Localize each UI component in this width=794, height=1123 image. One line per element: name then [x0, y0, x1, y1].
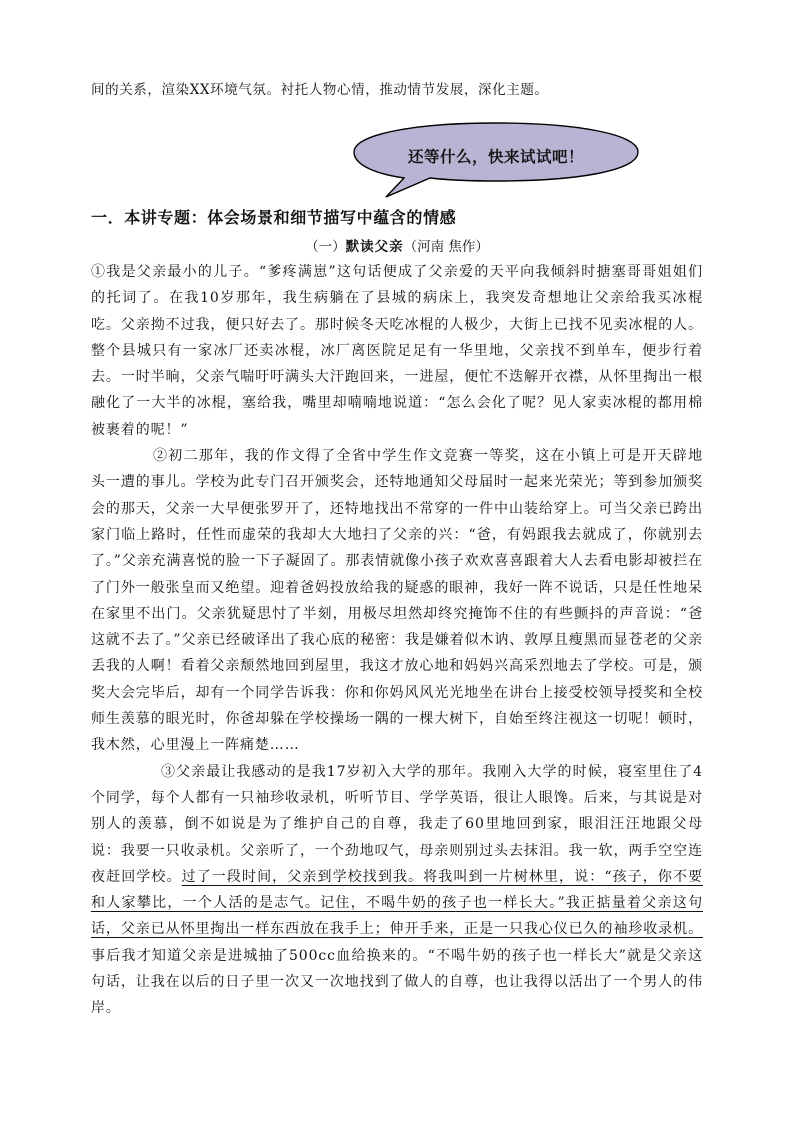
paragraph-3-start: ③父亲最让我感动的是我17岁初入大学的那年。我刚入大学的时候，寝室里住了4个同学，每个人都有一只袖珍收录机，听听节目、学学英语，很让人眼馋。后来，与其说是对别人的羡慕，倒不如说是为了维护自己的自尊，我走了60里地回到家，眼泪汪汪地跟父母说：我要一只收录机。父亲听了，一个劲地叹气，母亲则别过头去抹泪。我一软，两手空空连夜赶回学校。 — [91, 763, 703, 885]
article-title: 默读父亲 — [345, 239, 404, 255]
paragraph-3 — [91, 759, 703, 1022]
paragraph-1: ①我是父亲最小的儿子。“爹疼满崽”这句话便成了父亲爱的天平向我倾斜时搪塞哥哥姐姐们的托词了。在我10岁那年，我生病躺在了县城的病床上，我突发奇想地让父亲给我买冰棍吃。父亲拗不过我，便只好去了。那时候冬天吃冰棍的人极少，大街上已找不见卖冰棍的人。整个县城只有一家冰厂还卖冰棍，冰厂离医院足足有一华里地，父亲找不到单车，便步行着去。一时半晌，父亲气喘吁吁满头大汗跑回来，一进屋，便忙不迭解开衣襟，从怀里掏出一根融化了一大半的冰棍，塞给我，嘴里却喃喃地说道：“怎么会化了呢？见人家卖冰棍的都用棉被裹着的呢！” — [91, 264, 703, 438]
callout-bubble — [352, 121, 640, 201]
article-source: （河南 焦作） — [403, 239, 489, 255]
paragraph-2: ②初二那年，我的作文得了全省中学生作文竞赛一等奖，这在小镇上可是开天辟地头一遭的事儿。学校为此专门召开颁奖会，还特地通知父母届时一起来光荣光；等到参加颁奖会的那天，父亲一大早便张罗开了，还特地找出不常穿的一件中山装给穿上。可当父亲已跨出家门临上路时，任性而虚荣的我却大大地扫了父亲的兴：“爸，有妈跟我去就成了，你就别去了。”父亲充满喜悦的脸一下子凝固了。那表情就像小孩子欢欢喜喜跟着大人去看电影却被拦在了门外一般张皇而又绝望。迎着爸妈投放给我的疑惑的眼神，我好一阵不说话，只是任性地呆在家里不出门。父亲犹疑思忖了半刻，用极尽坦然却终究掩饰不住的有些颤抖的声音说：“爸这就不去了。”父亲已经破译出了我心底的秘密：我是嫌着似木讷、敦厚且瘦黑而显苍老的父亲丢我的人啊！看着父亲颓然地回到屋里，我这才放心地和妈妈兴高采烈地去了学校。可是，颁奖大会完毕后，却有一个同学告诉我：你和你妈风风光光地坐在讲台上接受校领导授奖和全校师生羡慕的眼光时，你爸却躲在学校操场一隅的一棵大树下，自始至终注视这一切呢！顿时，我木然，心里漫上一阵痛楚…… — [91, 448, 703, 754]
section-heading: 一．本讲专题：体会场景和细节描写中蕴含的情感 — [91, 208, 457, 227]
article-subheading — [0, 235, 794, 255]
article-body — [91, 259, 703, 1022]
paragraph-3-end: 事后我才知道父亲是进城抽了500cc血给换来的。“不喝牛奶的孩子也一样长大”就是父亲这句话，让我在以后的日子里一次又一次地找到了做人的自尊，也让我得以活出了一个男人的伟岸。 — [91, 947, 703, 1017]
callout-text: 还等什么，快来试试吧！ — [407, 148, 584, 166]
paragraph-3-underlined: 过了一段时间，父亲到学校找到我。将我叫到一片树林里，说：“孩子，你不要和人家攀比，一个人活的是志气。记住，不喝牛奶的孩子也一样长大。”我正掂量着父亲这句话，父亲已从怀里掏出一样东西放在我手上；伸开手来，正是一只我心仪已久的袖珍收录机。 — [91, 868, 703, 938]
intro-line: 间的关系，渲染XX环境气氛。衬托人物心情，推动情节发展，深化主题。 — [91, 82, 549, 98]
article-number: （一） — [305, 239, 346, 255]
